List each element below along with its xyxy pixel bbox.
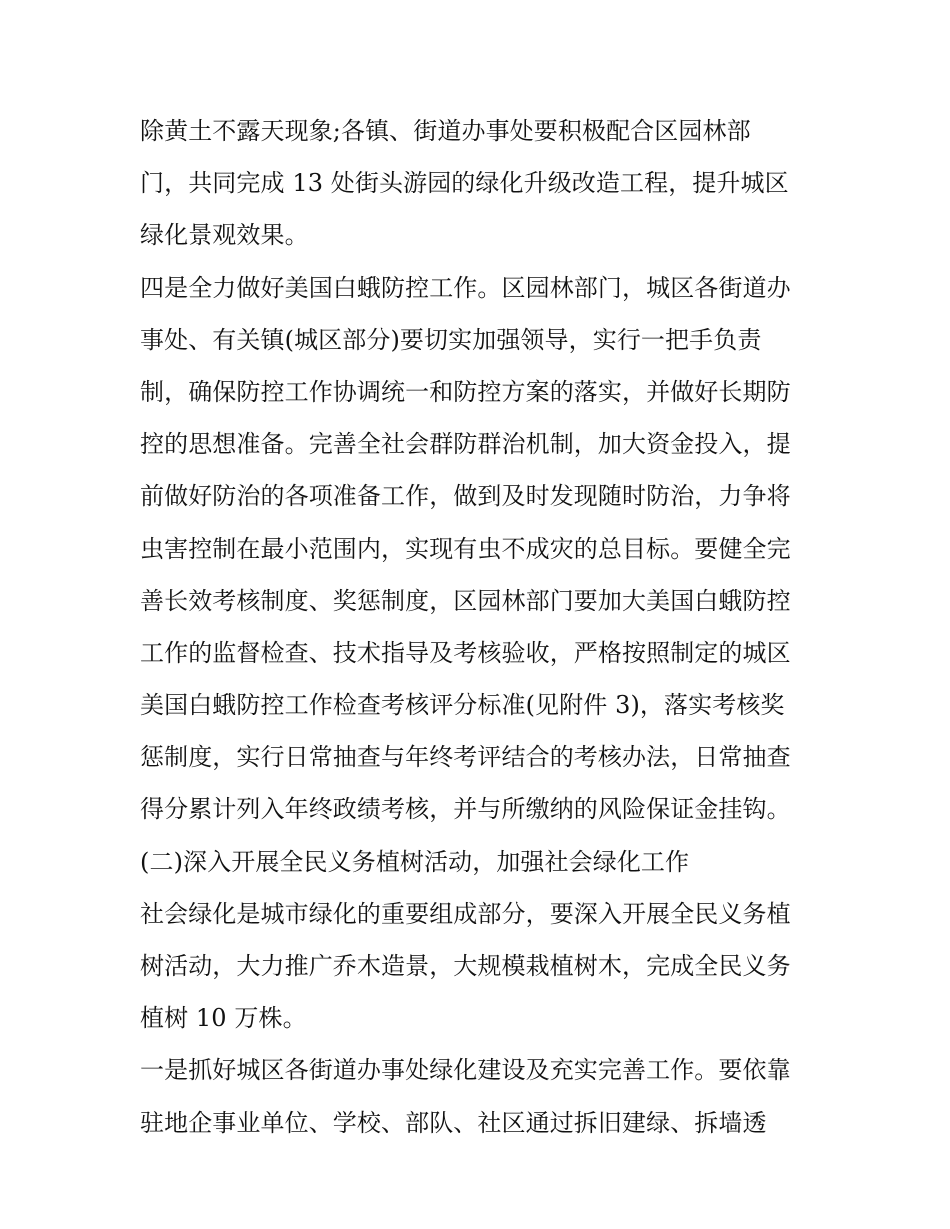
text-line-11: 工作的监督检查、技术指导及考核验收，严格按照制定的城区 — [140, 638, 791, 667]
text-line-14: 得分累计列入年终政绩考核，并与所缴纳的风险保证金挂钩。 — [140, 795, 791, 824]
section-heading: (二)深入开展全民义务植树活动，加强社会绿化工作 — [140, 847, 690, 876]
text-line-9: 虫害控制在最小范围内，实现有虫不成灾的总目标。要健全完 — [140, 534, 791, 563]
text-line-18: 植树 10 万株。 — [140, 1004, 307, 1033]
text-line-16: 社会绿化是城市绿化的重要组成部分，要深入开展全民义务植 — [140, 899, 791, 928]
text-line-4: 四是全力做好美国白蛾防控工作。区园林部门，城区各街道办 — [140, 273, 791, 302]
text-line-19: 一是抓好城区各街道办事处绿化建设及充实完善工作。要依靠 — [140, 1056, 791, 1085]
text-line-17: 树活动，大力推广乔木造景，大规模栽植树木，完成全民义务 — [140, 952, 791, 980]
text-line-12: 美国白蛾防控工作检查考核评分标准(见附件 3)，落实考核奖 — [140, 691, 785, 720]
text-line-10: 善长效考核制度、奖惩制度，区园林部门要加大美国白蛾防控 — [140, 586, 791, 615]
text-line-7: 控的思想准备。完善全社会群防群治机制，加大资金投入，提 — [140, 430, 791, 459]
text-line-1: 除黄土不露天现象;各镇、街道办事处要积极配合区园林部 — [140, 117, 751, 145]
text-line-20: 驻地企事业单位、学校、部队、社区通过拆旧建绿、拆墙透 — [140, 1108, 767, 1137]
text-line-3: 绿化景观效果。 — [140, 221, 309, 250]
text-line-6: 制，确保防控工作协调统一和防控方案的落实，并做好长期防 — [140, 377, 791, 406]
text-line-5: 事处、有关镇(城区部分)要切实加强领导，实行一把手负责 — [140, 325, 762, 354]
text-line-13: 惩制度，实行日常抽查与年终考评结合的考核办法，日常抽查 — [140, 743, 791, 772]
text-line-2: 门，共同完成 13 处街头游园的绿化升级改造工程，提升城区 — [140, 169, 789, 198]
document-body — [140, 112, 820, 1156]
text-line-8: 前做好防治的各项准备工作，做到及时发现随时防治，力争将 — [140, 482, 791, 511]
